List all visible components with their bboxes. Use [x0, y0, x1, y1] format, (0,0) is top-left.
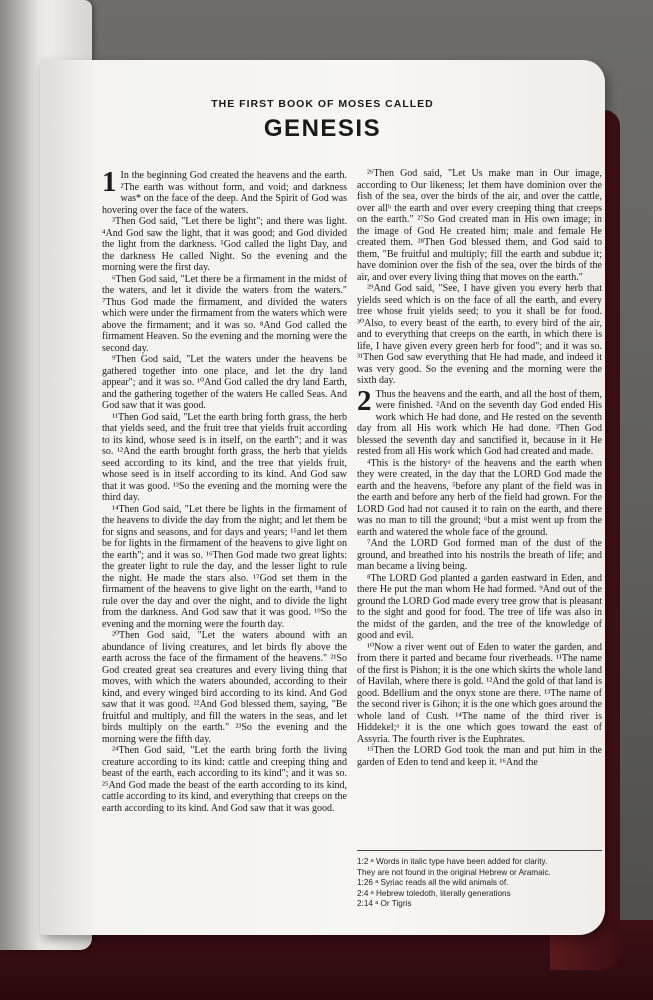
verse-paragraph: ⁶Then God said, "Let there be a firmament in the midst of the waters, and let it divide the waters from the waters." ⁷Thus God made the firmament, and divided the waters which were under the firmament from the waters which were above the firmament; and it was so. ⁸And God called the firmament Heaven. So the evening and the morning were the second day.: [102, 273, 347, 354]
right-text-column: [357, 168, 602, 768]
book-title: GENESIS: [263, 115, 382, 142]
verse-paragraph: ²⁴Then God said, "Let the earth bring forth the living creature according to its kind: cattle and creeping thing and beast of the earth, each according to its kind"; and it was so. ²⁵And God made the beast of the earth according to its kind, cattle according to its kind, and everything that creeps on the earth according to its kind. And God saw that it was good.: [102, 745, 347, 814]
verse-text: In the beginning God created the heavens and the earth. ²The earth was without form, and void; and darkness was* on the face of the deep. And the Spirit of God was hovering over the face of the waters.: [102, 170, 347, 216]
verse-paragraph: ¹⁰Now a river went out of Eden to water the garden, and from there it parted and became four riverheads. ¹¹The name of the first is Pishon; it is the one which skirts the whole land of Havilah, where there is gold. ¹²And the gold of that land is good. Bdellium and the onyx stone are there. ¹³The name of the second river is Gihon; it is the one which goes around the whole land of Cush. ¹⁴The name of the third river is Hiddekel;ᵃ it is the one which goes toward the east of Assyria. The fourth river is the Euphrates.: [357, 641, 602, 745]
chapter-number: 2: [357, 384, 372, 417]
book-subtitle: THE FIRST BOOK OF MOSES CALLED: [211, 98, 434, 110]
footnote: 1:2 ᵃ Words in italic type have been added for clarity.: [357, 857, 548, 866]
footnote: 2:14 ᵃ Or Tigris: [357, 899, 412, 909]
verse-paragraph: ³Then God said, "Let there be light"; and there was light. ⁴And God saw the light, that it was good; and God divided the light from the darkness. ⁵God called the light Day, and the darkness He called Night. So the evening and the morning were the first day.: [102, 216, 347, 273]
verse-paragraph: ⁷And the LORD God formed man of the dust of the ground, and breathed into his nostrils the breath of life; and man became a living being.: [357, 538, 602, 572]
verse-paragraph: ⁴This is the historyᵃ of the heavens and the earth when they were created, in the day that the LORD God made the earth and the heavens, ⁵before any plant of the field was in the earth and before any herb of the field had grown. For the LORD God had not caused it to rain on the earth, and there was no man to till the ground; ⁶but a mist went up from the earth and watered the whole face of the ground.: [357, 457, 602, 538]
verse-paragraph: ²⁹And God said, "See, I have given you every herb that yields seed which is on the face of all the earth, and every tree whose fruit yields seed; to you it shall be for food. ³⁰Also, to every beast of the earth, to every bird of the air, and to everything that creeps on the earth, in which there is life, I have given every green herb for food"; and it was so. ³¹Then God saw everything that He had made, and indeed it was very good. So the evening and the morning were the sixth day.: [357, 283, 602, 386]
footnote: 2:4 ᵃ Hebrew toledoth, literally generations: [357, 888, 511, 898]
right-page: [40, 60, 605, 935]
chapter-number: 1: [102, 166, 117, 198]
footnote: They are not found in the original Hebrew or Aramaic.: [357, 867, 551, 877]
footnotes: [357, 850, 602, 910]
verse-paragraph: ²⁶Then God said, "Let Us make man in Our image, according to Our likeness; let them have dominion over the fish of the sea, over the birds of the air, and over the cattle, over allᵇ the earth and over every creeping thing that creeps on the earth." ²⁷So God created man in His own image; in the image of God He created him; male and female He created them. ²⁸Then God blessed them, and God said to them, "Be fruitful and multiply; fill the earth and subdue it; have dominion over the fish of the sea, over the birds of the air, and over every living thing that moves on the earth.": [357, 168, 602, 283]
verse-paragraph: ¹⁵Then the LORD God took the man and put him in the garden of Eden to tend and keep it. ¹⁶And the: [357, 745, 602, 768]
footnote: 1:26 ᵃ Syriac reads all the wild animals of.: [357, 878, 509, 888]
verse-paragraph: ¹⁴Then God said, "Let there be lights in the firmament of the heavens to divide the day from the night; and let them be for signs and seasons, and for days and years; ¹⁵and let them be for lights in the firmament of the heavens to give light on the earth"; and it was so. ¹⁶Then God made two great lights: the greater light to rule the day, and the lesser light to rule the night. He made the stars also. ¹⁷God set them in the firmament of the heavens to give light on the earth, ¹⁸and to rule over the day and over the night, and to divide the light from the darkness. And God saw that it was good. ¹⁹So the evening and the morning were the fourth day.: [102, 503, 347, 630]
verse-text: Thus the heavens and the earth, and all the host of them, were finished. ²And on the seventh day God ended His work which He had done, and He rested on the seventh day from all His work which He had done. ³Then God blessed the seventh day and sanctified it, because in it He rested from all His work which God had created and made.: [357, 388, 602, 457]
verse-paragraph: ¹¹Then God said, "Let the earth bring forth grass, the herb that yields seed, and the fruit tree that yields fruit according to its kind, whose seed is in itself, on the earth"; and it was so. ¹²And the earth brought forth grass, the herb that yields seed according to its kind, and the tree that yields fruit, whose seed is in itself according to its kind. And God saw that it was good. ¹³So the evening and the morning were the third day.: [102, 411, 347, 503]
page-header: [40, 98, 605, 143]
left-text-column: [102, 168, 347, 814]
verse-paragraph: ⁹Then God said, "Let the waters under the heavens be gathered together into one place, and let the dry land appear"; and it was so. ¹⁰And God called the dry land Earth, and the gathering together of the waters He called Seas. And God saw that it was good.: [102, 354, 347, 411]
verse-paragraph: [102, 166, 347, 216]
left-page-shadow: [0, 0, 38, 950]
verse-paragraph: [357, 384, 602, 458]
verse-paragraph: ⁸The LORD God planted a garden eastward in Eden, and there He put the man whom He had formed. ⁹And out of the ground the LORD God made every tree grow that is pleasant to the sight and good for food. The tree of life was also in the midst of the garden, and the tree of the knowledge of good and evil.: [357, 572, 602, 641]
verse-paragraph: ²⁰Then God said, "Let the waters abound with an abundance of living creatures, and let birds fly above the earth across the face of the firmament of the heavens." ²¹So God created great sea creatures and every living thing that moves, with which the waters abounded, according to their kind, and every winged bird according to its kind. And God saw that it was good. ²²And God blessed them, saying, "Be fruitful and multiply, and fill the waters in the seas, and let birds multiply on the earth." ²³So the evening and the morning were the fifth day.: [102, 630, 347, 745]
